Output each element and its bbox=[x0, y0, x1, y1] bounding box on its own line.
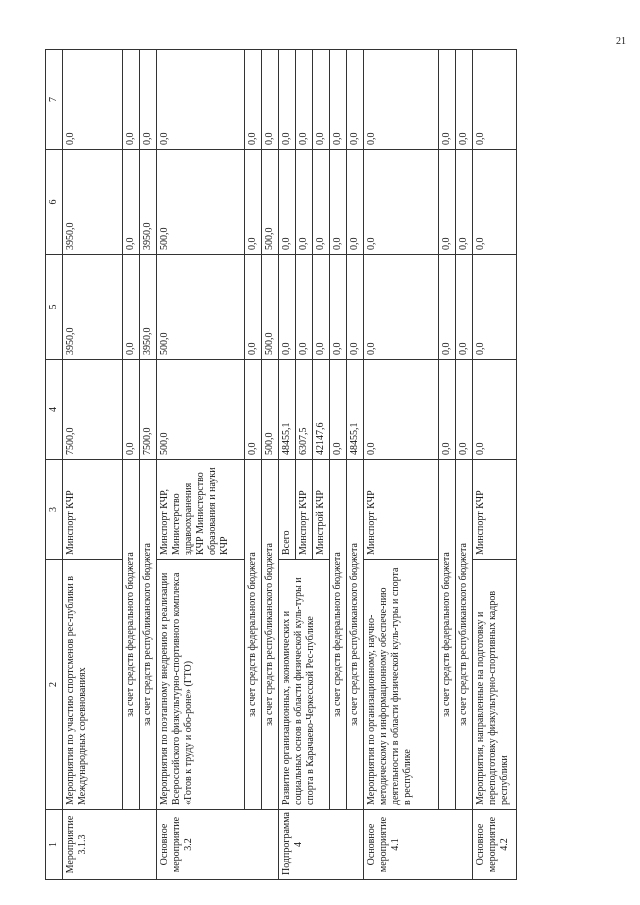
value-cell: 0,0 bbox=[473, 255, 517, 360]
col-header-2: 2 bbox=[46, 560, 63, 810]
value-cell: 500,0 bbox=[157, 150, 245, 255]
value-cell: 0,0 bbox=[123, 360, 140, 460]
value-cell: 0,0 bbox=[330, 50, 347, 150]
row-responsible: Всего bbox=[279, 460, 296, 560]
value-cell: 0,0 bbox=[456, 150, 473, 255]
value-cell: 0,0 bbox=[439, 360, 456, 460]
value-cell: 0,0 bbox=[330, 255, 347, 360]
funding-label: за счет средств республиканского бюджета bbox=[140, 460, 157, 810]
col-header-1: 1 bbox=[46, 810, 63, 880]
value-cell: 0,0 bbox=[123, 150, 140, 255]
value-cell: 0,0 bbox=[364, 255, 439, 360]
value-cell: 0,0 bbox=[456, 50, 473, 150]
funding-row bbox=[123, 50, 140, 880]
value-cell: 3950,0 bbox=[140, 255, 157, 360]
funding-row bbox=[439, 50, 456, 880]
value-cell: 48455,1 bbox=[347, 360, 364, 460]
value-cell: 500,0 bbox=[157, 255, 245, 360]
col-header-7: 7 bbox=[46, 50, 63, 150]
row-code: Основное мероприятие 4.1 bbox=[364, 810, 473, 880]
value-cell: 0,0 bbox=[347, 255, 364, 360]
col-header-3: 3 bbox=[46, 460, 63, 560]
row-name: Мероприятия по поэтапному внедрению и реализации Всероссийского физкультурно-спортивного комплекса «Готов к труду и обо-роне» (ГТО) bbox=[157, 560, 245, 810]
row-responsible: Минспорт КЧР bbox=[296, 460, 313, 560]
value-cell: 0,0 bbox=[330, 360, 347, 460]
table-row bbox=[279, 50, 296, 880]
table-row bbox=[63, 50, 123, 880]
value-cell: 0,0 bbox=[313, 50, 330, 150]
value-cell: 0,0 bbox=[279, 50, 296, 150]
value-cell: 0,0 bbox=[245, 150, 262, 255]
value-cell: 3950,0 bbox=[63, 255, 123, 360]
row-responsible: Минспорт КЧР, Министерство здравоохранения КЧР Министерство образования и науки КЧР bbox=[157, 460, 245, 560]
value-cell: 500,0 bbox=[262, 360, 279, 460]
row-code: Основное мероприятие 4.2 bbox=[473, 810, 517, 880]
row-responsible: Минспорт КЧР bbox=[63, 460, 123, 560]
value-cell: 48455,1 bbox=[279, 360, 296, 460]
col-header-5: 5 bbox=[46, 255, 63, 360]
value-cell: 0,0 bbox=[157, 50, 245, 150]
funding-label: за счет средств федерального бюджета bbox=[245, 460, 262, 810]
value-cell: 0,0 bbox=[439, 50, 456, 150]
funding-label: за счет средств республиканского бюджета bbox=[456, 460, 473, 810]
value-cell: 7500,0 bbox=[63, 360, 123, 460]
value-cell: 0,0 bbox=[296, 150, 313, 255]
col-header-4: 4 bbox=[46, 360, 63, 460]
program-table bbox=[45, 49, 517, 880]
value-cell: 0,0 bbox=[140, 50, 157, 150]
value-cell: 0,0 bbox=[279, 255, 296, 360]
value-cell: 0,0 bbox=[364, 150, 439, 255]
page-number: 21 bbox=[616, 36, 626, 47]
value-cell: 500,0 bbox=[262, 150, 279, 255]
row-name: Мероприятия по организационному, научно-методическому и информационному обеспече-нию деятельности в области физической куль-туры и спорта в республике bbox=[364, 560, 439, 810]
value-cell: 0,0 bbox=[313, 150, 330, 255]
funding-label: за счет средств федерального бюджета bbox=[439, 460, 456, 810]
value-cell: 0,0 bbox=[364, 360, 439, 460]
funding-label: за счет средств республиканского бюджета bbox=[262, 460, 279, 810]
funding-row bbox=[330, 50, 347, 880]
row-name: Развитие организационных, экономических и социальных основ в области физической куль-туры и спорта в Карачаево-Черкесской Рес-публике bbox=[279, 560, 330, 810]
value-cell: 0,0 bbox=[456, 360, 473, 460]
value-cell: 0,0 bbox=[313, 255, 330, 360]
value-cell: 6307,5 bbox=[296, 360, 313, 460]
funding-label: за счет средств федерального бюджета bbox=[123, 460, 140, 810]
value-cell: 0,0 bbox=[123, 255, 140, 360]
value-cell: 0,0 bbox=[347, 50, 364, 150]
funding-row bbox=[456, 50, 473, 880]
header-row bbox=[46, 50, 63, 880]
row-name: Мероприятия, направленные на подготовку и переподготовку физкультурно-спортивных кадров республики bbox=[473, 560, 517, 810]
rotated-page bbox=[45, 30, 595, 880]
funding-row bbox=[140, 50, 157, 880]
value-cell: 0,0 bbox=[473, 150, 517, 255]
value-cell: 0,0 bbox=[439, 255, 456, 360]
value-cell: 0,0 bbox=[473, 360, 517, 460]
table-row bbox=[157, 50, 245, 880]
value-cell: 0,0 bbox=[245, 50, 262, 150]
funding-row bbox=[245, 50, 262, 880]
table-row bbox=[473, 50, 517, 880]
value-cell: 0,0 bbox=[63, 50, 123, 150]
col-header-6: 6 bbox=[46, 150, 63, 255]
value-cell: 0,0 bbox=[123, 50, 140, 150]
value-cell: 7500,0 bbox=[140, 360, 157, 460]
value-cell: 500,0 bbox=[157, 360, 245, 460]
funding-row bbox=[347, 50, 364, 880]
row-responsible: Минспорт КЧР bbox=[364, 460, 439, 560]
value-cell: 0,0 bbox=[279, 150, 296, 255]
table-row bbox=[364, 50, 439, 880]
value-cell: 0,0 bbox=[347, 150, 364, 255]
row-responsible: Минспорт КЧР bbox=[473, 460, 517, 560]
row-code: Подпрограмма 4 bbox=[279, 810, 364, 880]
value-cell: 3950,0 bbox=[140, 150, 157, 255]
value-cell: 0,0 bbox=[262, 50, 279, 150]
funding-row bbox=[262, 50, 279, 880]
funding-label: за счет средств федерального бюджета bbox=[330, 460, 347, 810]
row-code: Основное мероприятие 3.2 bbox=[157, 810, 279, 880]
value-cell: 0,0 bbox=[245, 360, 262, 460]
value-cell: 3950,0 bbox=[63, 150, 123, 255]
value-cell: 500,0 bbox=[262, 255, 279, 360]
value-cell: 0,0 bbox=[364, 50, 439, 150]
value-cell: 0,0 bbox=[439, 150, 456, 255]
funding-label: за счет средств республиканского бюджета bbox=[347, 460, 364, 810]
row-responsible: Минстрой КЧР bbox=[313, 460, 330, 560]
value-cell: 0,0 bbox=[296, 50, 313, 150]
value-cell: 0,0 bbox=[473, 50, 517, 150]
value-cell: 0,0 bbox=[296, 255, 313, 360]
value-cell: 0,0 bbox=[245, 255, 262, 360]
value-cell: 42147,6 bbox=[313, 360, 330, 460]
row-code: Мероприятие 3.1.3 bbox=[63, 810, 157, 880]
value-cell: 0,0 bbox=[330, 150, 347, 255]
row-name: Мероприятия по участию спортсменов рес-публики в Международных соревнованиях bbox=[63, 560, 123, 810]
value-cell: 0,0 bbox=[456, 255, 473, 360]
